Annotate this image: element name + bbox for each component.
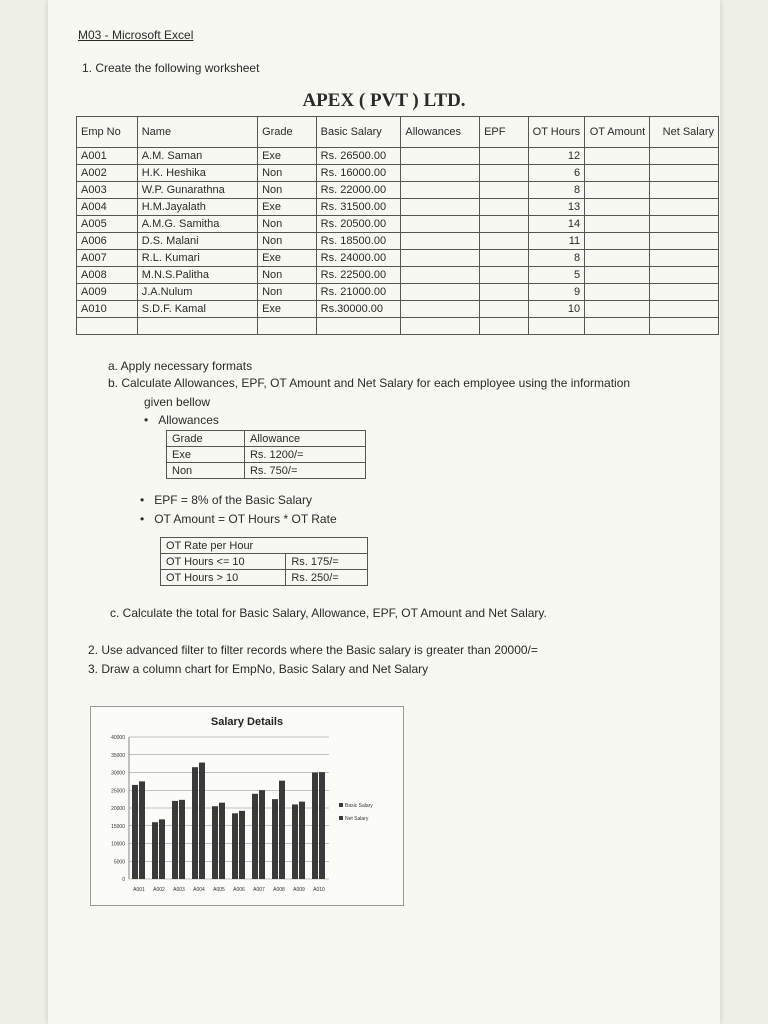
salary-chart-svg <box>91 707 403 905</box>
col-ot-amount: OT Amount <box>585 117 650 148</box>
cell-emp-no: A008 <box>77 267 138 284</box>
legend-swatch <box>339 803 343 807</box>
ot-rate-value: Rs. 175/= <box>286 554 368 570</box>
cell-allowances <box>401 250 480 267</box>
cell-ot-amount <box>585 250 650 267</box>
x-tick-label: A009 <box>293 887 305 893</box>
cell-emp-no: A003 <box>77 182 138 199</box>
allowances-label: Allowances <box>158 413 219 427</box>
table-row <box>77 182 719 199</box>
bar-basic-salary <box>232 813 238 879</box>
cell-ot-hours: 13 <box>528 199 584 216</box>
company-title: APEX ( PVT ) LTD. <box>302 90 466 111</box>
cell-basic-salary: Rs. 22500.00 <box>316 267 401 284</box>
cell-allowances <box>401 267 480 284</box>
allowance-value: Rs. 750/= <box>244 463 365 479</box>
cell-ot-amount <box>585 301 650 318</box>
cell-allowances <box>401 233 480 250</box>
bar-basic-salary <box>212 806 218 879</box>
cell-emp-no: A007 <box>77 250 138 267</box>
cell-allowances <box>401 284 480 301</box>
cell-name: R.L. Kumari <box>137 250 257 267</box>
cell-grade: Non <box>258 165 317 182</box>
cell-empty <box>480 318 529 335</box>
cell-ot-hours: 12 <box>528 148 584 165</box>
bar-net-salary <box>139 781 145 879</box>
y-tick-label: 35000 <box>111 752 125 759</box>
cell-epf <box>480 250 529 267</box>
y-tick-label: 10000 <box>111 841 125 848</box>
bar-net-salary <box>239 811 245 879</box>
cell-net-salary <box>650 267 719 284</box>
cell-net-salary <box>650 182 719 199</box>
col-basic-salary: Basic Salary <box>316 117 401 148</box>
bar-basic-salary <box>132 785 138 879</box>
cell-ot-amount <box>585 216 650 233</box>
bar-basic-salary <box>252 794 258 879</box>
y-tick-label: 30000 <box>111 770 125 777</box>
epf-rule: EPF = 8% of the Basic Salary <box>154 493 312 507</box>
bar-net-salary <box>319 772 325 879</box>
bar-basic-salary <box>192 767 198 879</box>
cell-name: A.M. Saman <box>137 148 257 165</box>
cell-epf <box>480 182 529 199</box>
x-tick-label: A010 <box>313 887 325 893</box>
cell-net-salary <box>650 301 719 318</box>
cell-ot-amount <box>585 182 650 199</box>
cell-emp-no: A006 <box>77 233 138 250</box>
y-tick-label: 5000 <box>113 859 125 866</box>
table-row <box>77 233 719 250</box>
ot-rate-condition: OT Hours > 10 <box>161 570 286 586</box>
bar-basic-salary <box>292 804 298 879</box>
bar-basic-salary <box>152 822 158 879</box>
y-tick-label: 15000 <box>111 823 125 830</box>
col-ot-hours: OT Hours <box>528 117 584 148</box>
ot-bullet: • OT Amount = OT Hours * OT Rate <box>140 512 337 526</box>
bar-basic-salary <box>172 801 178 879</box>
chart-title: Salary Details <box>210 716 284 728</box>
cell-emp-no: A009 <box>77 284 138 301</box>
cell-epf <box>480 267 529 284</box>
task-1: 1. Create the following worksheet <box>82 61 260 75</box>
y-tick-label: 40000 <box>111 735 125 741</box>
instruction-b-cont: given bellow <box>144 395 211 409</box>
cell-allowances <box>401 199 480 216</box>
col-allowances: Allowances <box>401 117 480 148</box>
col-epf: EPF <box>480 117 529 148</box>
bar-net-salary <box>159 819 165 879</box>
document-header: M03 - Microsoft Excel <box>78 28 194 42</box>
cell-ot-hours: 11 <box>528 233 584 250</box>
cell-net-salary <box>650 250 719 267</box>
legend-label: Basic Salary <box>345 803 373 809</box>
bar-net-salary <box>179 800 185 879</box>
cell-grade: Non <box>258 284 317 301</box>
table-row <box>77 267 719 284</box>
cell-emp-no: A004 <box>77 199 138 216</box>
col-net-salary: Net Salary <box>650 117 719 148</box>
cell-basic-salary: Rs. 31500.00 <box>316 199 401 216</box>
instruction-c: c. Calculate the total for Basic Salary, Allowance, EPF, OT Amount and Net Salary. <box>110 606 547 620</box>
cell-name: A.M.G. Samitha <box>137 216 257 233</box>
table-row <box>77 148 719 165</box>
x-tick-label: A005 <box>213 887 225 893</box>
cell-emp-no: A002 <box>77 165 138 182</box>
cell-empty <box>585 318 650 335</box>
bar-net-salary <box>299 802 305 879</box>
cell-basic-salary: Rs. 18500.00 <box>316 233 401 250</box>
ot-rate-header: OT Rate per Hour <box>161 538 368 554</box>
cell-emp-no: A005 <box>77 216 138 233</box>
cell-ot-hours: 5 <box>528 267 584 284</box>
cell-allowances <box>401 216 480 233</box>
allowance-value: Rs. 1200/= <box>244 447 365 463</box>
cell-basic-salary: Rs. 21000.00 <box>316 284 401 301</box>
task-2: 2. Use advanced filter to filter records where the Basic salary is greater than 20000/= <box>88 643 538 657</box>
bar-net-salary <box>259 790 265 879</box>
x-tick-label: A003 <box>173 887 185 893</box>
cell-grade: Exe <box>258 148 317 165</box>
bar-net-salary <box>199 763 205 879</box>
bar-basic-salary <box>312 773 318 880</box>
cell-basic-salary: Rs.30000.00 <box>316 301 401 318</box>
cell-ot-amount <box>585 165 650 182</box>
cell-basic-salary: Rs. 26500.00 <box>316 148 401 165</box>
table-row <box>77 284 719 301</box>
cell-allowances <box>401 148 480 165</box>
instruction-a: a. Apply necessary formats <box>108 359 253 373</box>
allowance-grade: Non <box>167 463 245 479</box>
table-row <box>77 199 719 216</box>
cell-empty <box>258 318 317 335</box>
cell-grade: Non <box>258 216 317 233</box>
task-3: 3. Draw a column chart for EmpNo, Basic Salary and Net Salary <box>88 662 429 676</box>
cell-ot-hours: 14 <box>528 216 584 233</box>
cell-emp-no: A001 <box>77 148 138 165</box>
cell-ot-hours: 10 <box>528 301 584 318</box>
table-row <box>77 250 719 267</box>
x-tick-label: A001 <box>133 887 145 893</box>
y-tick-label: 0 <box>122 877 125 883</box>
cell-name: M.N.S.Palitha <box>137 267 257 284</box>
y-tick-label: 25000 <box>111 788 125 795</box>
cell-allowances <box>401 165 480 182</box>
instruction-b: b. Calculate Allowances, EPF, OT Amount and Net Salary for each employee using the information <box>108 376 631 390</box>
cell-net-salary <box>650 284 719 301</box>
cell-basic-salary: Rs. 16000.00 <box>316 165 401 182</box>
x-tick-label: A007 <box>253 887 265 893</box>
allowance-value-header: Allowance <box>244 431 365 447</box>
cell-ot-hours: 9 <box>528 284 584 301</box>
y-tick-label: 20000 <box>111 806 125 812</box>
cell-net-salary <box>650 216 719 233</box>
employee-rows <box>77 148 719 335</box>
employee-table <box>76 116 719 335</box>
cell-ot-amount <box>585 284 650 301</box>
col-name: Name <box>137 117 257 148</box>
col-grade: Grade <box>258 117 317 148</box>
allowance-table <box>166 430 366 479</box>
cell-basic-salary: Rs. 24000.00 <box>316 250 401 267</box>
cell-basic-salary: Rs. 20500.00 <box>316 216 401 233</box>
allowance-grade-header: Grade <box>167 431 245 447</box>
cell-grade: Non <box>258 267 317 284</box>
col-emp-no: Emp No <box>77 117 138 148</box>
bar-net-salary <box>219 803 225 879</box>
cell-name: H.K. Heshika <box>137 165 257 182</box>
cell-empty <box>528 318 584 335</box>
cell-grade: Exe <box>258 301 317 318</box>
ot-rule: OT Amount = OT Hours * OT Rate <box>154 512 337 526</box>
table-row <box>77 301 719 318</box>
cell-empty <box>650 318 719 335</box>
cell-emp-no: A010 <box>77 301 138 318</box>
cell-allowances <box>401 182 480 199</box>
cell-epf <box>480 216 529 233</box>
legend-label: Net Salary <box>345 816 369 822</box>
worksheet-page <box>48 0 720 1024</box>
cell-ot-hours: 8 <box>528 250 584 267</box>
cell-net-salary <box>650 233 719 250</box>
x-tick-label: A006 <box>233 887 245 893</box>
cell-ot-hours: 6 <box>528 165 584 182</box>
legend-swatch <box>339 816 343 820</box>
cell-grade: Non <box>258 182 317 199</box>
cell-epf <box>480 165 529 182</box>
cell-net-salary <box>650 199 719 216</box>
cell-grade: Exe <box>258 250 317 267</box>
cell-grade: Non <box>258 233 317 250</box>
cell-epf <box>480 199 529 216</box>
cell-name: W.P. Gunarathna <box>137 182 257 199</box>
x-tick-label: A002 <box>153 887 165 893</box>
cell-epf <box>480 284 529 301</box>
cell-epf <box>480 148 529 165</box>
cell-net-salary <box>650 148 719 165</box>
cell-ot-hours: 8 <box>528 182 584 199</box>
bar-basic-salary <box>272 799 278 879</box>
cell-epf <box>480 301 529 318</box>
cell-empty <box>401 318 480 335</box>
allowances-bullet: • Allowances <box>144 413 219 427</box>
ot-rate-value: Rs. 250/= <box>286 570 368 586</box>
table-row-blank <box>77 318 719 335</box>
cell-name: D.S. Malani <box>137 233 257 250</box>
cell-net-salary <box>650 165 719 182</box>
x-tick-label: A008 <box>273 887 285 893</box>
cell-epf <box>480 233 529 250</box>
cell-empty <box>316 318 401 335</box>
cell-grade: Exe <box>258 199 317 216</box>
cell-empty <box>77 318 138 335</box>
ot-rate-table <box>160 537 368 586</box>
cell-name: S.D.F. Kamal <box>137 301 257 318</box>
ot-rate-condition: OT Hours <= 10 <box>161 554 286 570</box>
cell-ot-amount <box>585 199 650 216</box>
cell-empty <box>137 318 257 335</box>
cell-basic-salary: Rs. 22000.00 <box>316 182 401 199</box>
bar-net-salary <box>279 781 285 879</box>
cell-ot-amount <box>585 148 650 165</box>
x-tick-label: A004 <box>193 887 205 893</box>
cell-name: H.M.Jayalath <box>137 199 257 216</box>
epf-bullet: • EPF = 8% of the Basic Salary <box>140 493 312 507</box>
table-row <box>77 165 719 182</box>
cell-name: J.A.Nulum <box>137 284 257 301</box>
cell-ot-amount <box>585 233 650 250</box>
table-row <box>77 216 719 233</box>
cell-allowances <box>401 301 480 318</box>
salary-chart <box>90 706 404 906</box>
allowance-grade: Exe <box>167 447 245 463</box>
cell-ot-amount <box>585 267 650 284</box>
